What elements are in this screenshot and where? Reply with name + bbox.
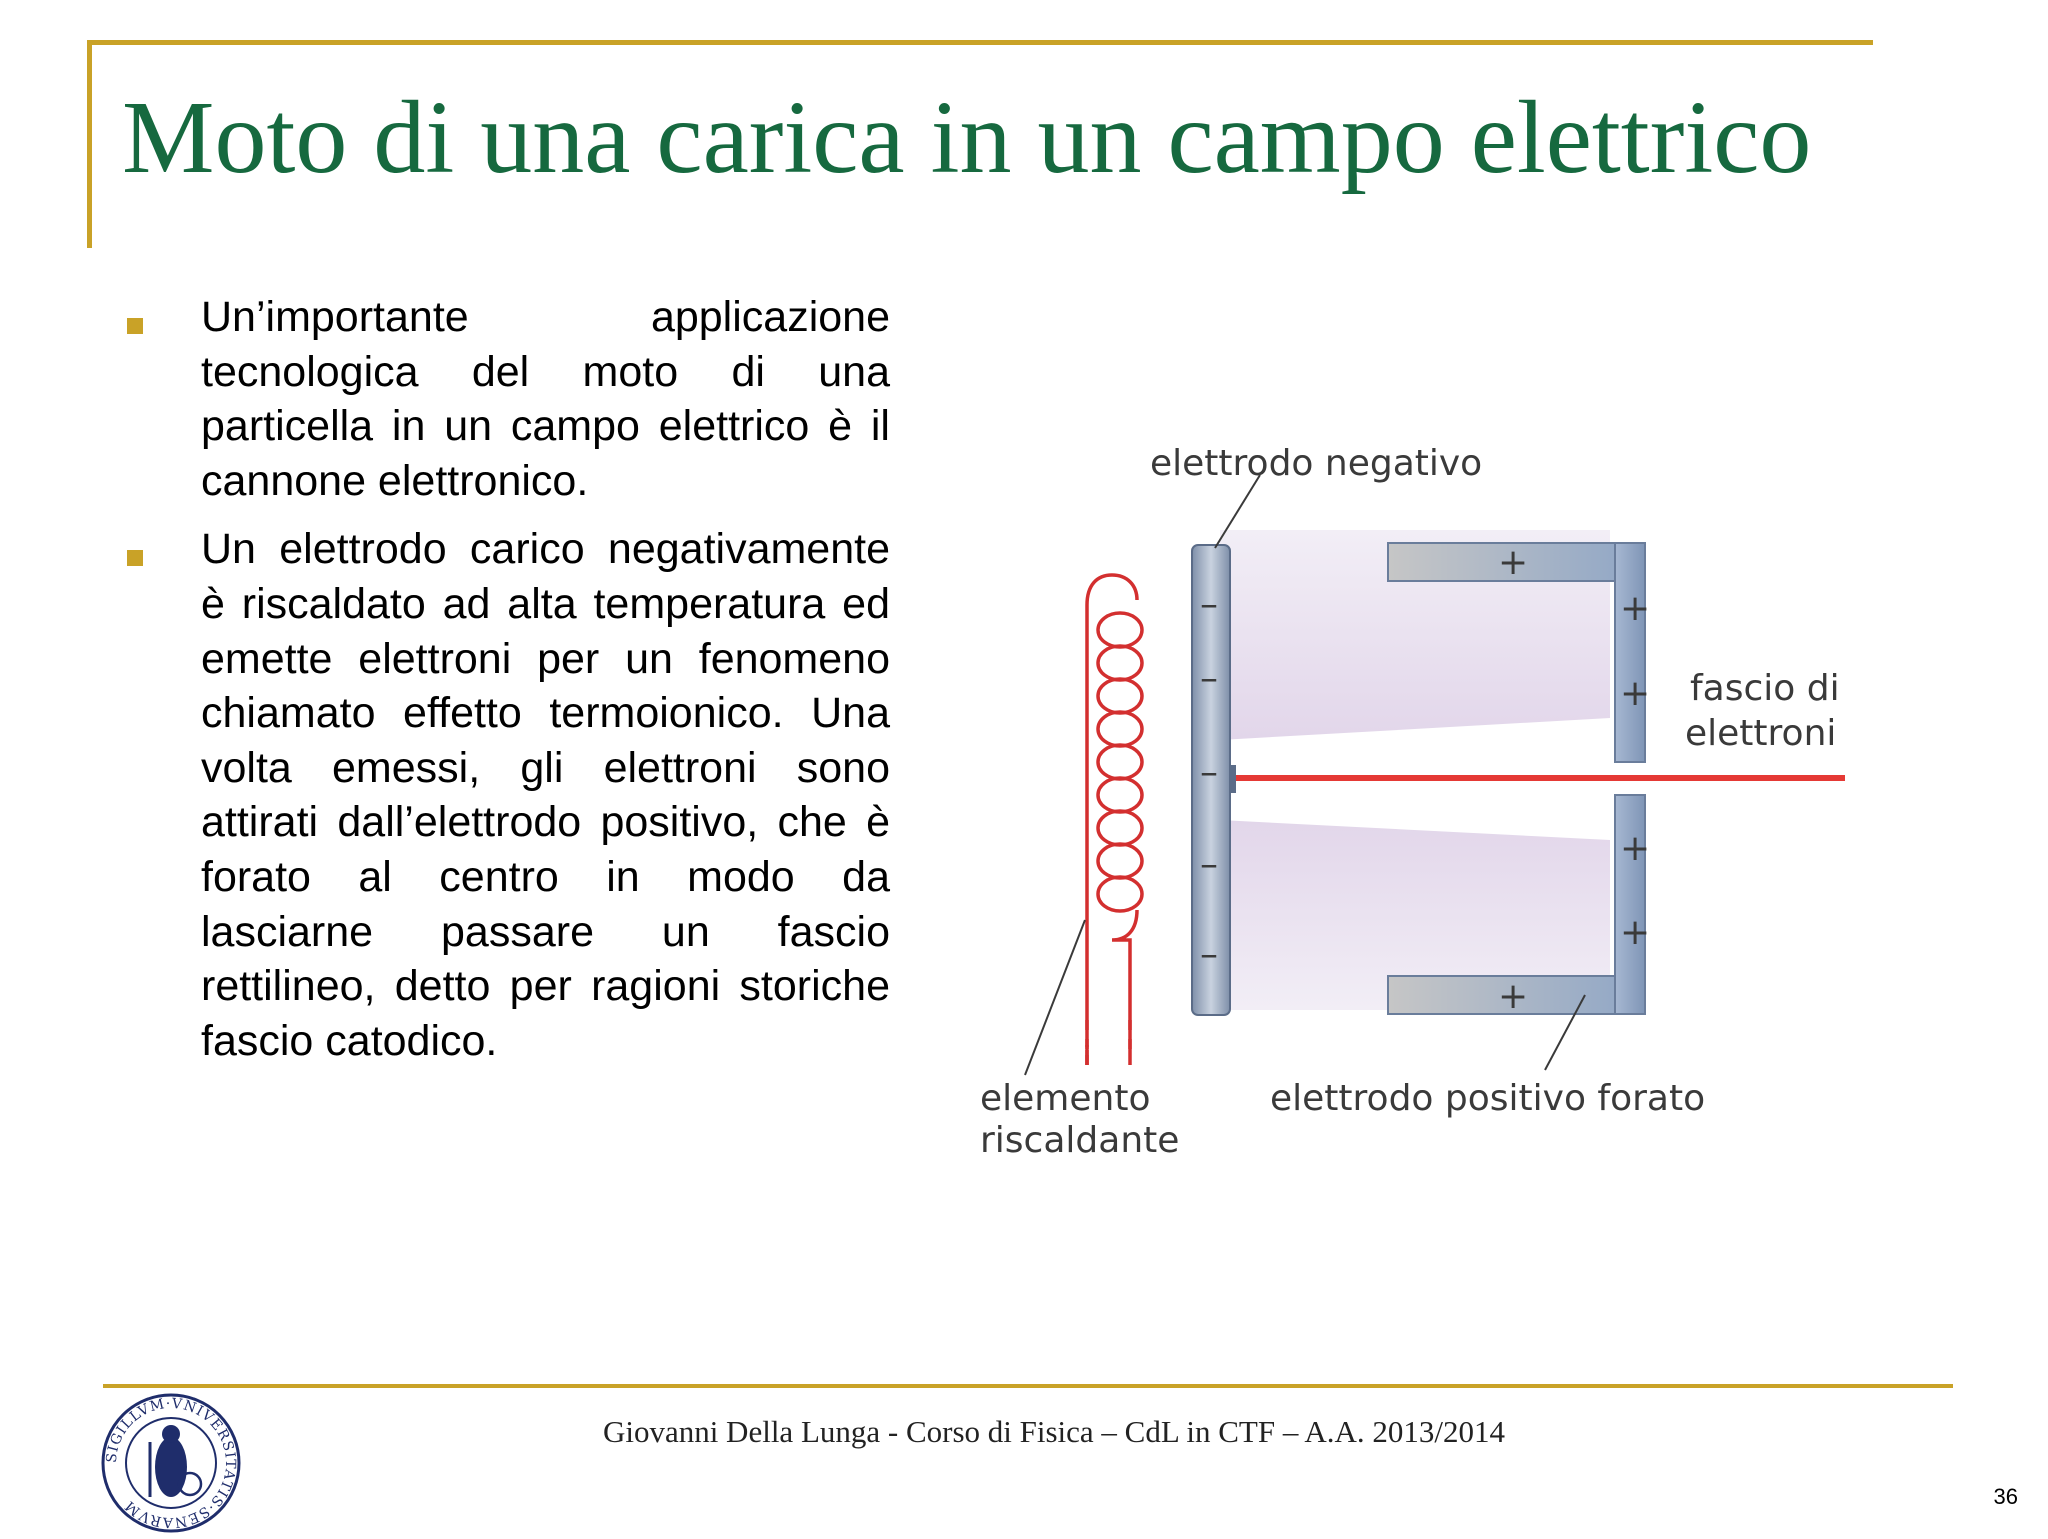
electric-field-region — [1220, 530, 1610, 1010]
plus-sign: + — [1498, 542, 1529, 583]
electron-gun-diagram — [950, 400, 1900, 1180]
minus-sign: – — [1200, 584, 1218, 625]
slide-title: Moto di una carica in un campo elettrico — [122, 80, 1812, 195]
title-frame-left — [87, 40, 92, 248]
heating-coil — [1087, 575, 1142, 1065]
minus-sign: – — [1200, 934, 1218, 975]
minus-sign: – — [1200, 658, 1218, 699]
label-positive-electrode: elettrodo positivo forato — [1270, 1078, 1706, 1119]
bullet-item — [120, 522, 890, 1068]
plus-sign: + — [1620, 673, 1651, 714]
coil-lead-tails — [1087, 1020, 1130, 1050]
plus-sign: + — [1620, 912, 1651, 953]
bullet-square-icon — [127, 550, 143, 566]
label-heater-line1: elemento — [980, 1078, 1151, 1119]
bullet-text: Un elettrodo carico negativamente è riscaldato ad alta temperatura ed emette elettroni per un fenomeno chiamato effetto termoionico. Una volta emessi, gli elettroni sono attirati dall’elettrodo positivo, che è forato al centro in modo da lasciarne passare un fascio rettilineo, detto per ragioni storiche fascio catodico. — [201, 525, 890, 1065]
bullet-item — [120, 290, 890, 508]
plus-sign: + — [1620, 828, 1651, 869]
page-number: 36 — [1993, 1484, 2018, 1509]
label-beam-line2: elettroni — [1685, 713, 1837, 754]
plus-sign: + — [1498, 976, 1529, 1017]
label-negative-electrode: elettrodo negativo — [1150, 443, 1483, 484]
label-heater-line2: riscaldante — [980, 1120, 1180, 1161]
footer-credits: Giovanni Della Lunga - Corso di Fisica – CdL in CTF – A.A. 2013/2014 — [602, 1414, 1506, 1449]
title-frame-top — [87, 40, 1873, 45]
label-beam-line1: fascio di — [1690, 668, 1840, 709]
minus-sign: – — [1200, 752, 1218, 793]
footer-divider — [103, 1384, 1953, 1388]
minus-sign: – — [1200, 844, 1218, 885]
coil-loops — [1098, 613, 1142, 911]
electron-gun-illustration — [950, 400, 1900, 1180]
bullet-text: Un’importante applicazione tecnologica del moto di una particella in un campo elettrico è il cannone elettronico. — [201, 293, 890, 505]
bullet-square-icon — [127, 318, 143, 334]
plus-sign: + — [1620, 588, 1651, 629]
bullet-list — [120, 290, 890, 1082]
svg-text:SIGILLVM·VNIVERSITATIS·SENARVM: SIGILLVM·VNIVERSITATIS·SENARVM — [103, 1395, 239, 1531]
